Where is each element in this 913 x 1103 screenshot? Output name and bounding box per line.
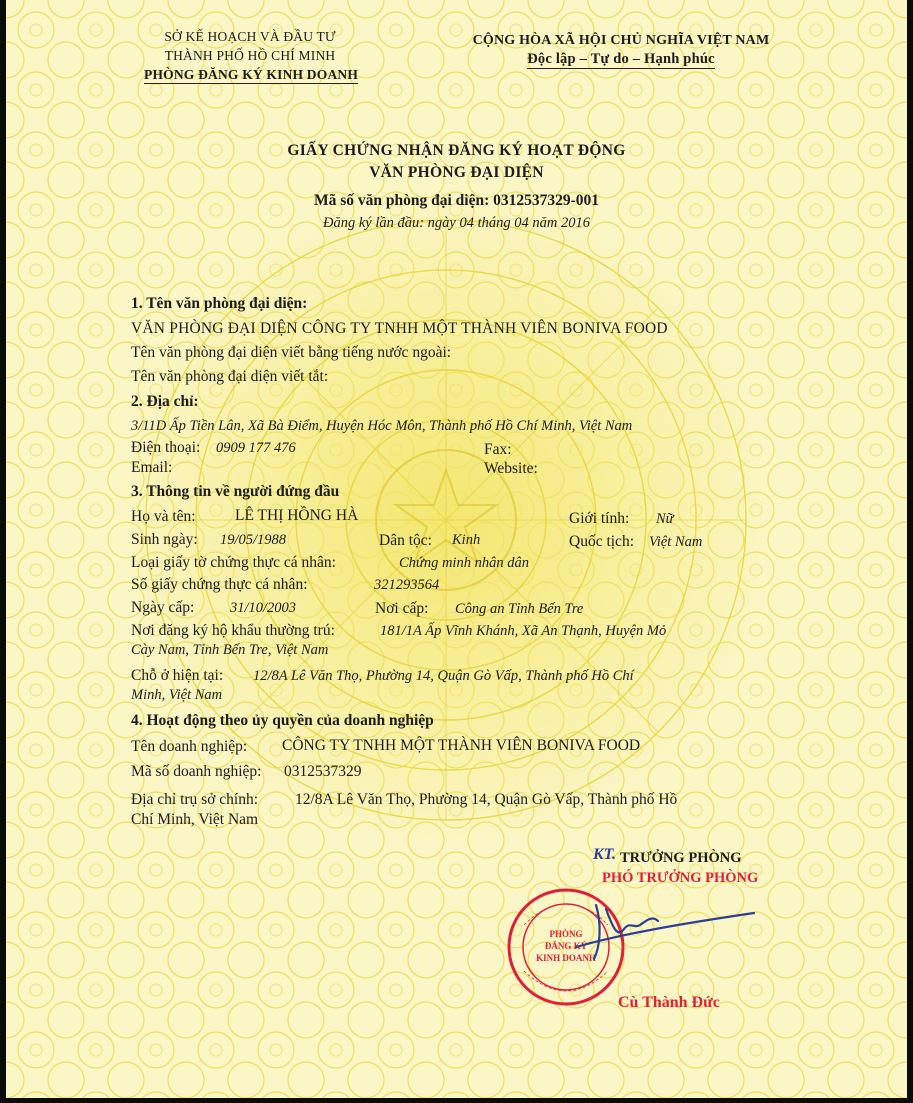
certificate-sheet [6, 0, 907, 1098]
national-motto: Độc lập – Tự do – Hạnh phúc [527, 51, 715, 67]
fullname-value: LÊ THỊ HỒNG HÀ [235, 507, 359, 524]
issue-date-value: 31/10/2003 [230, 600, 297, 616]
first-registration-date: Đăng ký lần đầu: ngày 04 tháng 04 năm 2016 [322, 215, 590, 231]
email-label: Email: [131, 459, 173, 476]
gender-value: Nữ [656, 511, 674, 527]
section2-heading: 2. Địa chỉ: [131, 393, 199, 410]
ethnic-value: Kinh [452, 532, 481, 548]
fax-label: Fax: [484, 441, 512, 458]
svg-text:KINH DOANH: KINH DOANH [536, 953, 596, 963]
signature-title: TRƯỞNG PHÒNG [620, 850, 742, 866]
current-address-label: Chỗ ở hiện tại: [131, 667, 224, 684]
country-name: CỘNG HÒA XÃ HỘI CHỦ NGHĨA VIỆT NAM [472, 33, 770, 48]
nationality-label: Quốc tịch: [569, 533, 634, 550]
id-number-value: 321293564 [374, 577, 440, 593]
hq-address-line1: 12/8A Lê Văn Thọ, Phường 14, Quận Gò Vấp, Thành phố Hồ [295, 791, 678, 808]
id-type-label: Loại giấy tờ chứng thực cá nhân: [131, 554, 336, 571]
company-label: Tên doanh nghiệp: [131, 738, 248, 755]
signature-subtitle: PHÓ TRƯỞNG PHÒNG [602, 870, 759, 886]
ethnic-label: Dân tộc: [379, 532, 432, 549]
foreign-name-label: Tên văn phòng đại diện viết bằng tiếng nước ngoài: [131, 344, 452, 361]
issue-date-label: Ngày cấp: [131, 599, 195, 616]
phone-label: Điện thoại: [131, 439, 201, 456]
gender-label: Giới tính: [569, 510, 630, 527]
residence-value-line1: 181/1A Ấp Vĩnh Khánh, Xã An Thạnh, Huyện Mỏ [380, 623, 667, 639]
section4-heading: 4. Hoạt động theo ủy quyền của doanh nghiệp [131, 712, 434, 729]
company-value: CÔNG TY TNHH MỘT THÀNH VIÊN BONIVA FOOD [282, 737, 641, 754]
hq-address-line2: Chí Minh, Việt Nam [131, 811, 259, 828]
svg-text:PHÒNG: PHÒNG [549, 929, 583, 939]
current-address-line2: Minh, Việt Nam [131, 687, 223, 703]
id-type-value: Chứng minh nhân dân [399, 555, 529, 571]
svg-text:ĐĂNG KÝ: ĐĂNG KÝ [544, 941, 588, 951]
issue-place-label: Nơi cấp: [375, 600, 429, 617]
tax-code-label: Mã số doanh nghiệp: [131, 763, 262, 780]
document-title: GIẤY CHỨNG NHẬN ĐĂNG KÝ HOẠT ĐỘNG [287, 142, 626, 159]
office-code: Mã số văn phòng đại diện: 0312537329-001 [313, 192, 600, 209]
signer-name: Cù Thành Đức [618, 994, 720, 1011]
dob-label: Sinh ngày: [131, 531, 198, 548]
document-subtitle: VĂN PHÒNG ĐẠI DIỆN [369, 164, 544, 181]
office-name: VĂN PHÒNG ĐẠI DIỆN CÔNG TY TNHH MỘT THÀNH VIÊN BONIVA FOOD [131, 320, 668, 337]
short-name-label: Tên văn phòng đại diện viết tắt: [131, 368, 329, 385]
phone-value: 0909 177 476 [216, 440, 296, 456]
hq-address-label: Địa chỉ trụ sở chính: [131, 791, 259, 808]
section3-heading: 3. Thông tin về người đứng đầu [131, 483, 340, 500]
residence-value-line2: Cày Nam, Tỉnh Bến Tre, Việt Nam [131, 642, 329, 658]
signature-prefix: KT. [593, 846, 616, 863]
tax-code-value: 0312537329 [284, 763, 362, 780]
dob-value: 19/05/1988 [220, 532, 287, 548]
issuer-office: PHÒNG ĐĂNG KÝ KINH DOANH [144, 67, 359, 82]
fullname-label: Họ và tên: [131, 508, 196, 525]
issuer-city: THÀNH PHỐ HỒ CHÍ MINH [164, 48, 336, 63]
residence-label: Nơi đăng ký hộ khẩu thường trú: [131, 622, 335, 639]
nationality-value: Việt Nam [649, 534, 703, 550]
office-address: 3/11D Ấp Tiền Lân, Xã Bà Điểm, Huyện Hóc Môn, Thành phố Hồ Chí Minh, Việt Nam [131, 418, 633, 434]
issue-place-value: Công an Tỉnh Bến Tre [455, 601, 584, 617]
section1-heading: 1. Tên văn phòng đại diện: [131, 295, 308, 312]
issuer-department: SỞ KẾ HOẠCH VÀ ĐẦU TƯ [164, 29, 336, 44]
current-address-line1: 12/8A Lê Văn Thọ, Phường 14, Quận Gò Vấp, Thành phố Hồ Chí [253, 668, 634, 684]
website-label: Website: [484, 460, 538, 477]
id-number-label: Số giấy chứng thực cá nhân: [131, 576, 308, 593]
